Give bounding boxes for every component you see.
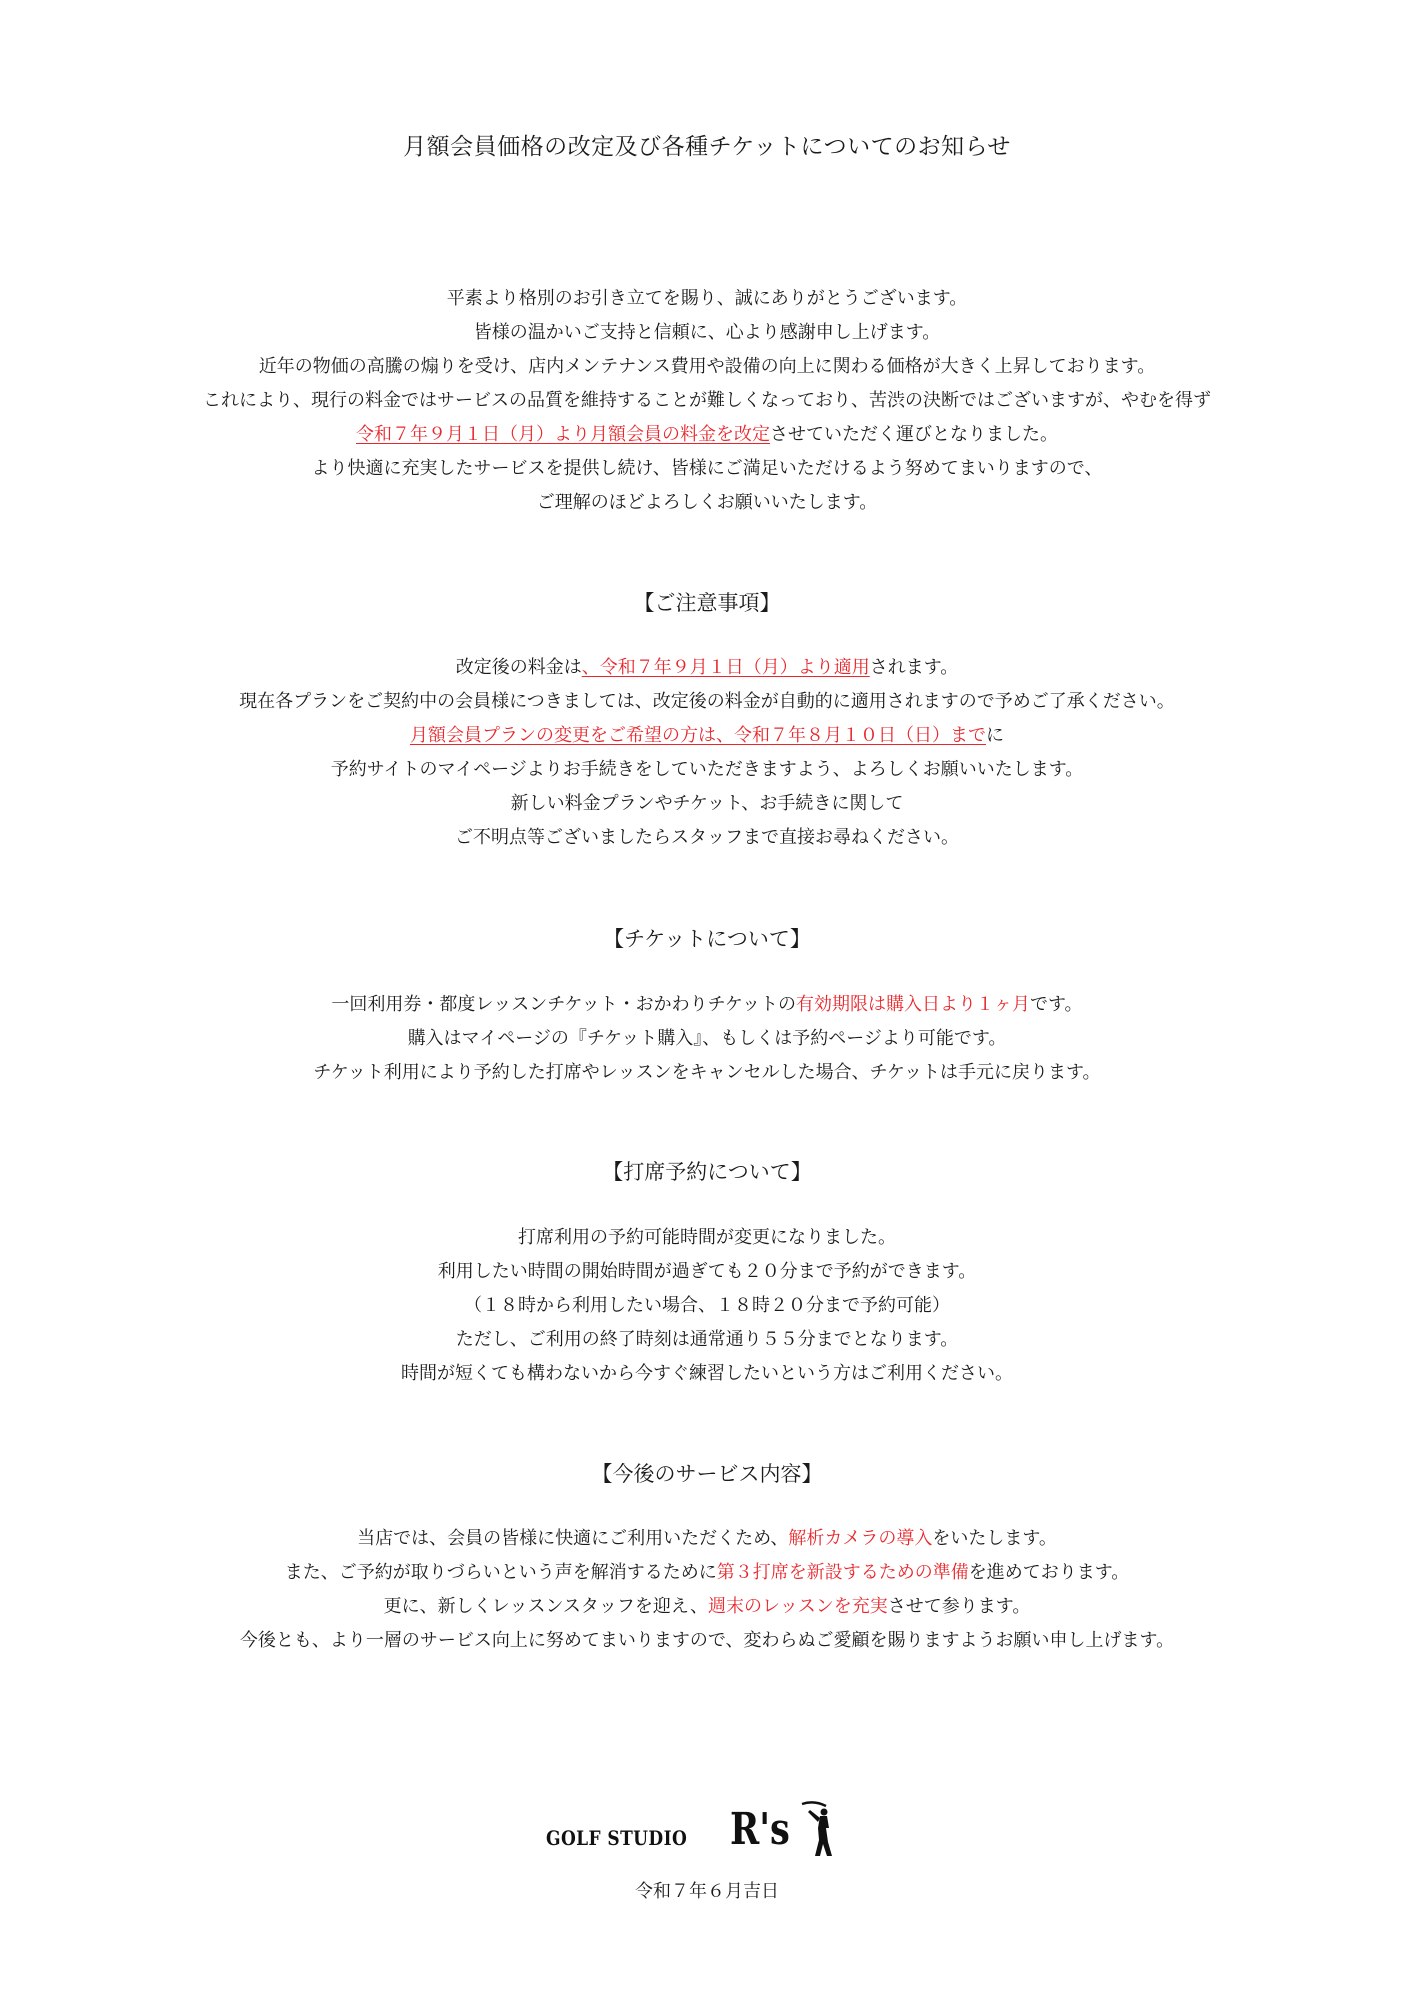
services-line: 更に、新しくレッスンスタッフを迎え、週末のレッスンを充実させて参ります。 — [383, 1596, 1031, 1617]
revision-date-highlight: 令和７年９月１日（月）より月額会員の料金を改定 — [356, 424, 770, 445]
weekend-lesson-highlight: 週末のレッスンを充実 — [707, 1596, 888, 1617]
notes-line: 新しい料金プランやチケット、お手続きに関して — [510, 793, 904, 814]
intro-line: より快適に充実したサービスを提供し続け、皆様にご満足いただけるよう努めてまいりますので、 — [311, 458, 1103, 479]
tickets-section — [0, 988, 1414, 1090]
intro-line: 皆様の温かいご支持と信頼に、心より感謝申し上げます。 — [473, 322, 941, 343]
intro-line: これにより、現行の料金ではサービスの品質を維持することが難しくなっており、苦渋の決断ではございますが、やむを得ず — [203, 390, 1211, 411]
booking-section — [0, 1221, 1414, 1391]
intro-line: ご理解のほどよろしくお願いいたします。 — [536, 492, 878, 513]
tickets-heading: 【チケットについて】 — [603, 927, 811, 951]
intro-line: 近年の物価の高騰の煽りを受け、店内メンテナンス費用や設備の向上に関わる価格が大きく上昇しております。 — [258, 356, 1156, 377]
booking-line: （１８時から利用したい場合、１８時２０分まで予約可能） — [464, 1295, 950, 1316]
booking-line: ただし、ご利用の終了時刻は通常通り５５分までとなります。 — [455, 1329, 959, 1350]
logo-text: GOLF STUDIO — [546, 1826, 688, 1850]
page-title: 月額会員価格の改定及び各種チケットについてのお知らせ — [403, 134, 1011, 160]
notes-line: ご不明点等ございましたらスタッフまで直接お尋ねください。 — [455, 827, 959, 848]
notes-heading: 【ご注意事項】 — [633, 591, 781, 615]
third-bay-highlight: 第３打席を新設するための準備 — [716, 1562, 969, 1583]
notes-line: 予約サイトのマイページよりお手続きをしていただきますよう、よろしくお願いいたします。 — [330, 759, 1084, 780]
services-line: また、ご予約が取りづらいという声を解消するために第３打席を新設するための準備を進めております。 — [284, 1562, 1130, 1583]
services-line: 当店では、会員の皆様に快適にご利用いただくため、解析カメラの導入をいたします。 — [357, 1528, 1057, 1549]
intro-line: 平素より格別のお引き立てを賜り、誠にありがとうございます。 — [446, 288, 968, 309]
expiry-highlight: 有効期限は購入日より１ヶ月 — [796, 994, 1030, 1015]
notes-line: 現在各プランをご契約中の会員様につきましては、改定後の料金が自動的に適用されますので予めご了承ください。 — [239, 691, 1175, 712]
notes-section — [0, 651, 1414, 855]
camera-highlight: 解析カメラの導入 — [788, 1528, 933, 1549]
booking-heading: 【打席予約について】 — [602, 1160, 812, 1184]
tickets-line: 購入はマイページの『チケット購入』、もしくは予約ページより可能です。 — [407, 1028, 1007, 1049]
booking-line: 打席利用の予約可能時間が変更になりました。 — [518, 1227, 896, 1248]
tickets-line: 一回利用券・都度レッスンチケット・おかわりチケットの有効期限は購入日より１ヶ月です。 — [331, 994, 1083, 1015]
booking-line: 時間が短くても構わないから今すぐ練習したいという方はご利用ください。 — [401, 1363, 1013, 1384]
intro-line: 令和７年９月１日（月）より月額会員の料金を改定させていただく運びとなりました。 — [356, 424, 1058, 445]
issue-date: 令和７年６月吉日 — [635, 1881, 779, 1902]
notes-line: 月額会員プランの変更をご希望の方は、令和７年８月１０日（日）までに — [410, 725, 1004, 746]
golf-studio-logo — [546, 1798, 846, 1858]
tickets-line: チケット利用により予約した打席やレッスンをキャンセルした場合、チケットは手元に戻ります。 — [313, 1062, 1101, 1083]
booking-line: 利用したい時間の開始時間が過ぎても２０分まで予約ができます。 — [437, 1261, 977, 1282]
services-line: 今後とも、より一層のサービス向上に努めてまいりますので、変わらぬご愛顧を賜りますようお願い申し上げます。 — [239, 1630, 1175, 1651]
golfer-silhouette-icon — [796, 1798, 836, 1858]
plan-change-deadline-highlight: 月額会員プランの変更をご希望の方は、令和７年８月１０日（日）まで — [410, 725, 986, 746]
notes-line: 改定後の料金は、令和７年９月１日（月）より適用されます。 — [455, 657, 959, 678]
intro-section — [0, 282, 1414, 520]
apply-date-highlight: 、令和７年９月１日（月）より適用 — [581, 657, 870, 678]
services-section — [0, 1522, 1414, 1658]
services-heading: 【今後のサービス内容】 — [591, 1462, 823, 1486]
logo-mark: R's — [730, 1804, 790, 1855]
